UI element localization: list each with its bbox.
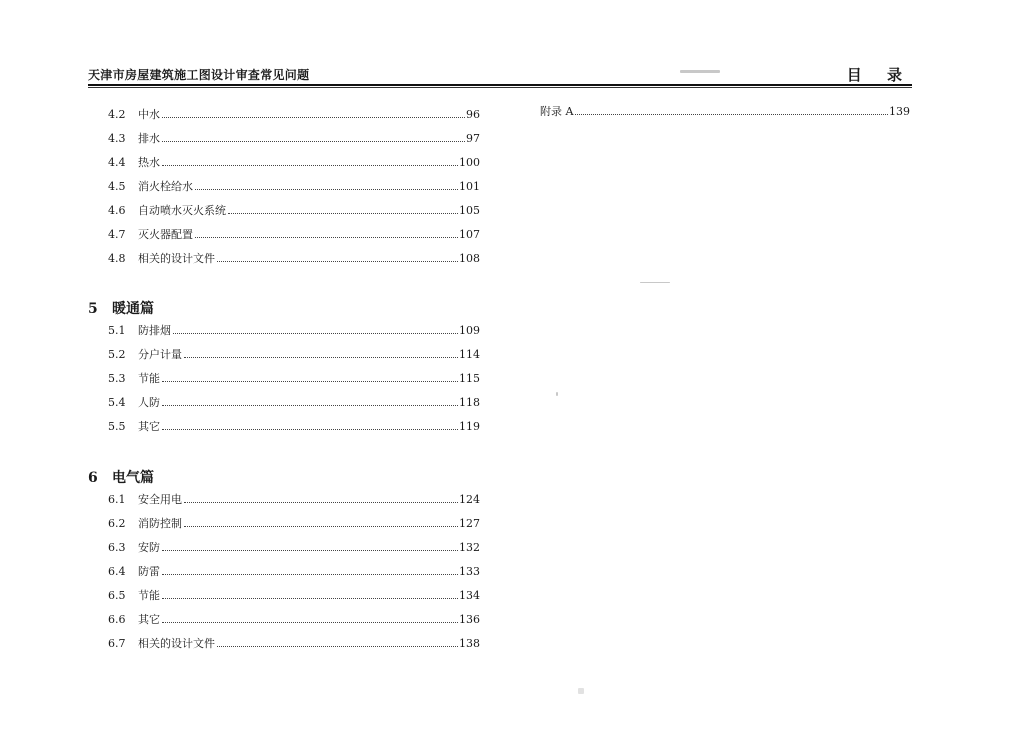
scan-speck <box>640 282 670 283</box>
page-header <box>88 64 912 86</box>
scan-speck <box>556 392 558 396</box>
leader-dots <box>162 140 465 142</box>
toc-entry-6-5[interactable]: 6.5 节能 134 <box>108 589 480 602</box>
leader-dots <box>162 597 458 599</box>
toc-entry-appendix-a[interactable]: 附录 A 139 <box>540 105 910 118</box>
toc-entry-6-1[interactable]: 6.1 安全用电 124 <box>108 493 480 506</box>
leader-dots <box>217 645 458 647</box>
toc-entry-6-4[interactable]: 6.4 防雷 133 <box>108 565 480 578</box>
leader-dots <box>228 212 458 214</box>
toc-entry-4-2[interactable]: 4.2 中水 96 <box>108 108 480 121</box>
leader-dots <box>184 356 458 358</box>
toc-entry-6-3[interactable]: 6.3 安防 132 <box>108 541 480 554</box>
leader-dots <box>162 380 458 382</box>
header-rule-thin <box>88 87 912 88</box>
header-rule-thick <box>88 84 912 86</box>
leader-dots <box>162 428 458 430</box>
leader-dots <box>195 188 458 190</box>
toc-entry-5-2[interactable]: 5.2 分户计量 114 <box>108 348 480 361</box>
chapter-heading-5[interactable]: 5 暖通篇 <box>88 301 154 317</box>
leader-dots <box>162 116 465 118</box>
toc-entry-5-3[interactable]: 5.3 节能 115 <box>108 372 480 385</box>
leader-dots <box>162 621 458 623</box>
leader-dots <box>162 549 458 551</box>
toc-entry-4-7[interactable]: 4.7 灭火器配置 107 <box>108 228 480 241</box>
toc-entry-5-4[interactable]: 5.4 人防 118 <box>108 396 480 409</box>
toc-entry-4-5[interactable]: 4.5 消火栓给水 101 <box>108 180 480 193</box>
toc-entry-4-3[interactable]: 4.3 排水 97 <box>108 132 480 145</box>
toc-entry-4-4[interactable]: 4.4 热水 100 <box>108 156 480 169</box>
scan-speck <box>578 688 584 694</box>
leader-dots <box>575 113 888 115</box>
leader-dots <box>195 236 458 238</box>
leader-dots <box>162 404 458 406</box>
toc-entry-4-6[interactable]: 4.6 自动喷水灭火系统 105 <box>108 204 480 217</box>
toc-entry-5-5[interactable]: 5.5 其它 119 <box>108 420 480 433</box>
document-title: 天津市房屋建筑施工图设计审查常见问题 <box>88 68 310 82</box>
leader-dots <box>162 573 458 575</box>
scan-speck <box>680 70 720 73</box>
chapter-heading-6[interactable]: 6 电气篇 <box>88 470 154 486</box>
leader-dots <box>173 332 458 334</box>
toc-entry-6-7[interactable]: 6.7 相关的设计文件 138 <box>108 637 480 650</box>
leader-dots <box>184 501 458 503</box>
leader-dots <box>217 260 458 262</box>
toc-entry-4-8[interactable]: 4.8 相关的设计文件 108 <box>108 252 480 265</box>
leader-dots <box>162 164 458 166</box>
toc-entry-6-6[interactable]: 6.6 其它 136 <box>108 613 480 626</box>
leader-dots <box>184 525 458 527</box>
toc-entry-6-2[interactable]: 6.2 消防控制 127 <box>108 517 480 530</box>
section-label: 目 录 <box>846 66 912 84</box>
toc-entry-5-1[interactable]: 5.1 防排烟 109 <box>108 324 480 337</box>
